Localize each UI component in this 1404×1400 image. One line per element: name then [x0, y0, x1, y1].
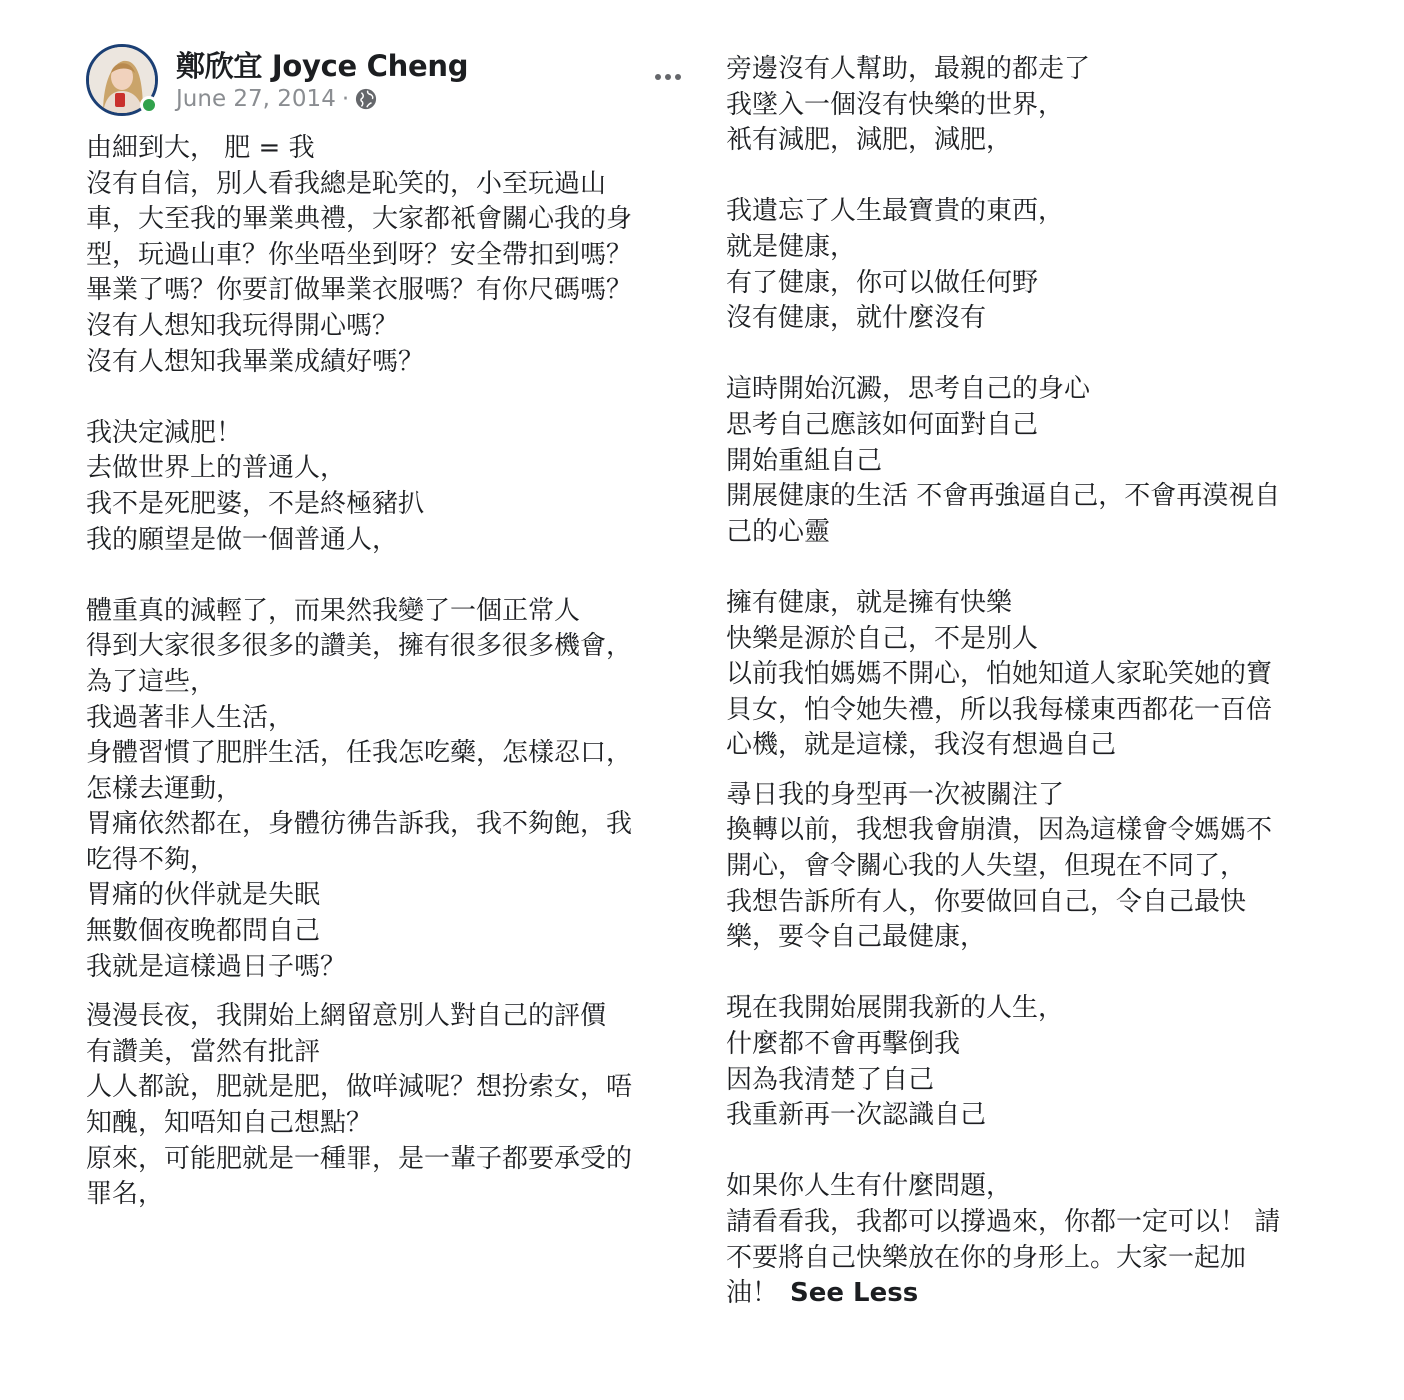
- paragraph: [726, 586, 1346, 764]
- post-text-line: 尋日我的身型再一次被關注了: [726, 779, 1065, 810]
- post-meta: [176, 86, 377, 112]
- post-text-line: 這時開始沉澱，思考自己的身心: [726, 374, 1091, 405]
- paragraph: [86, 416, 686, 558]
- post-text-line: 身體習慣了肥胖生活，任我怎吃藥，怎樣忍口，: [86, 738, 633, 769]
- post-text-line: 現在我開始展開我新的人生，: [726, 993, 1065, 1024]
- globe-icon[interactable]: [355, 88, 377, 110]
- post-text-line: [726, 1276, 1346, 1312]
- post-right-column: [700, 0, 1404, 1400]
- post-left-column: [0, 0, 700, 1400]
- paragraph: [86, 131, 686, 380]
- post-text-line: 以前我怕媽媽不開心，怕她知道人家恥笑她的寶: [726, 659, 1273, 690]
- post-text-line: 我的願望是做一個普通人，: [86, 524, 399, 555]
- paragraph: [726, 1169, 1346, 1311]
- post-text-fragment: 油！: [726, 1278, 779, 1309]
- post-text-line: 無數個夜晚都問自己: [86, 916, 321, 947]
- post-text-line: 沒有人想知我玩得開心嗎？: [86, 310, 399, 341]
- post-text-line: 開展健康的生活 不會再強逼自己，不會再漠視自: [726, 481, 1281, 512]
- post-text-line: 貝女，怕令她失禮，所以我每樣東西都花一百倍: [726, 694, 1273, 725]
- post-text-line: 快樂是源於自己，不是別人: [726, 623, 1039, 654]
- post-body-left: [86, 131, 686, 1213]
- post-text-line: 型，玩過山車？你坐唔坐到呀？安全帶扣到嗎？: [86, 239, 633, 270]
- post-text-line: 知醜，知唔知自己想點？: [86, 1108, 373, 1139]
- post-text-line: 胃痛依然都在，身體彷彿告訴我，我不夠飽，我: [86, 809, 633, 840]
- post-text-line: 怎樣去運動，: [86, 773, 243, 804]
- post-text-line: 我就是這樣過日子嗎？: [86, 951, 347, 982]
- post-text-line: 畢業了嗎？你要訂做畢業衣服嗎？有你尺碼嗎？: [86, 275, 633, 306]
- post-text-line: 因為我清楚了自己: [726, 1064, 935, 1095]
- post-text-line: 擁有健康，就是擁有快樂: [726, 587, 1013, 618]
- paragraph: [86, 594, 686, 986]
- post-text-line: 車，大至我的畢業典禮，大家都衹會關心我的身: [86, 204, 633, 235]
- post-text-line: 去做世界上的普通人，: [86, 453, 347, 484]
- post-text-line: 樂，要令自己最健康，: [726, 922, 987, 953]
- post-text-line: 心機，就是這樣，我沒有想過自己: [726, 730, 1117, 761]
- post-text-line: 沒有健康，就什麼沒有: [726, 303, 987, 334]
- paragraph: [726, 52, 1346, 159]
- post-text-line: 衹有減肥，減肥，減肥，: [726, 125, 1013, 156]
- online-status-indicator: [140, 96, 158, 114]
- post-date[interactable]: June 27, 2014: [176, 86, 336, 112]
- post-text-line: 由細到大， 肥 = 我: [86, 133, 315, 163]
- post-text-line: 原來，可能肥就是一種罪，是一輩子都要承受的: [86, 1143, 633, 1174]
- post-body-right: [726, 52, 1346, 1312]
- paragraph: [726, 778, 1346, 956]
- post-text-line: 沒有人想知我畢業成績好嗎？: [86, 346, 425, 377]
- post-text-line: 吃得不夠，: [86, 844, 217, 875]
- post-text-line: 我想告訴所有人，你要做回自己，令自己最快: [726, 886, 1247, 917]
- post-text-line: 人人都說，肥就是肥，做咩減呢？想扮索女，唔: [86, 1072, 633, 1103]
- paragraph: [726, 194, 1346, 336]
- post-text-line: 漫漫長夜，我開始上網留意別人對自己的評價: [86, 1001, 607, 1032]
- post-text-line: 換轉以前，我想我會崩潰，因為這樣會令媽媽不: [726, 815, 1273, 846]
- post-text-line: 己的心靈: [726, 516, 831, 547]
- post-text-line: 什麼都不會再擊倒我: [726, 1029, 961, 1060]
- post-text-line: 胃痛的伙伴就是失眠: [86, 880, 321, 911]
- post-text-line: 思考自己應該如何面對自己: [726, 409, 1039, 440]
- post-text-line: 體重真的減輕了，而果然我變了一個正常人: [86, 595, 581, 626]
- post-text-line: 沒有自信，別人看我總是恥笑的，小至玩過山: [86, 168, 607, 199]
- post-text-line: 請看看我，我都可以撐過來，你都一定可以！ 請: [726, 1207, 1281, 1237]
- post-text-line: 我過著非人生活，: [86, 702, 295, 733]
- paragraph: [86, 999, 686, 1213]
- paragraph: [726, 991, 1346, 1133]
- post-text-line: 罪名，: [86, 1179, 165, 1210]
- post-text-line: 有了健康，你可以做任何野: [726, 267, 1039, 298]
- post-text-line: 我墜入一個沒有快樂的世界，: [726, 89, 1065, 120]
- meta-separator: ·: [341, 86, 350, 112]
- post-text-line: 我重新再一次認識自己: [726, 1100, 987, 1131]
- more-options-icon[interactable]: [648, 62, 688, 92]
- post-text-line: 得到大家很多很多的讚美，擁有很多很多機會，: [86, 631, 633, 662]
- post-text-line: 我不是死肥婆，不是終極豬扒: [86, 488, 425, 519]
- post-text-line: 旁邊沒有人幫助，最親的都走了: [726, 54, 1091, 84]
- post-text-line: 開始重組自己: [726, 445, 883, 476]
- post-text-line: 就是健康，: [726, 231, 857, 262]
- post-text-line: 如果你人生有什麼問題，: [726, 1171, 1013, 1202]
- see-less-link[interactable]: See Less: [790, 1278, 919, 1309]
- author-name[interactable]: 鄭欣宜 Joyce Cheng: [176, 49, 469, 83]
- post-text-line: 開心，會令關心我的人失望，但現在不同了，: [726, 851, 1247, 882]
- post-text-line: 有讚美，當然有批評: [86, 1036, 321, 1067]
- paragraph: [726, 372, 1346, 550]
- post-text-line: 不要將自己快樂放在你的身形上。大家一起加: [726, 1242, 1247, 1273]
- post-text-line: 我遺忘了人生最寶貴的東西，: [726, 196, 1065, 227]
- post-text-line: 我決定減肥！: [86, 417, 243, 448]
- post-text-line: 為了這些，: [86, 666, 217, 697]
